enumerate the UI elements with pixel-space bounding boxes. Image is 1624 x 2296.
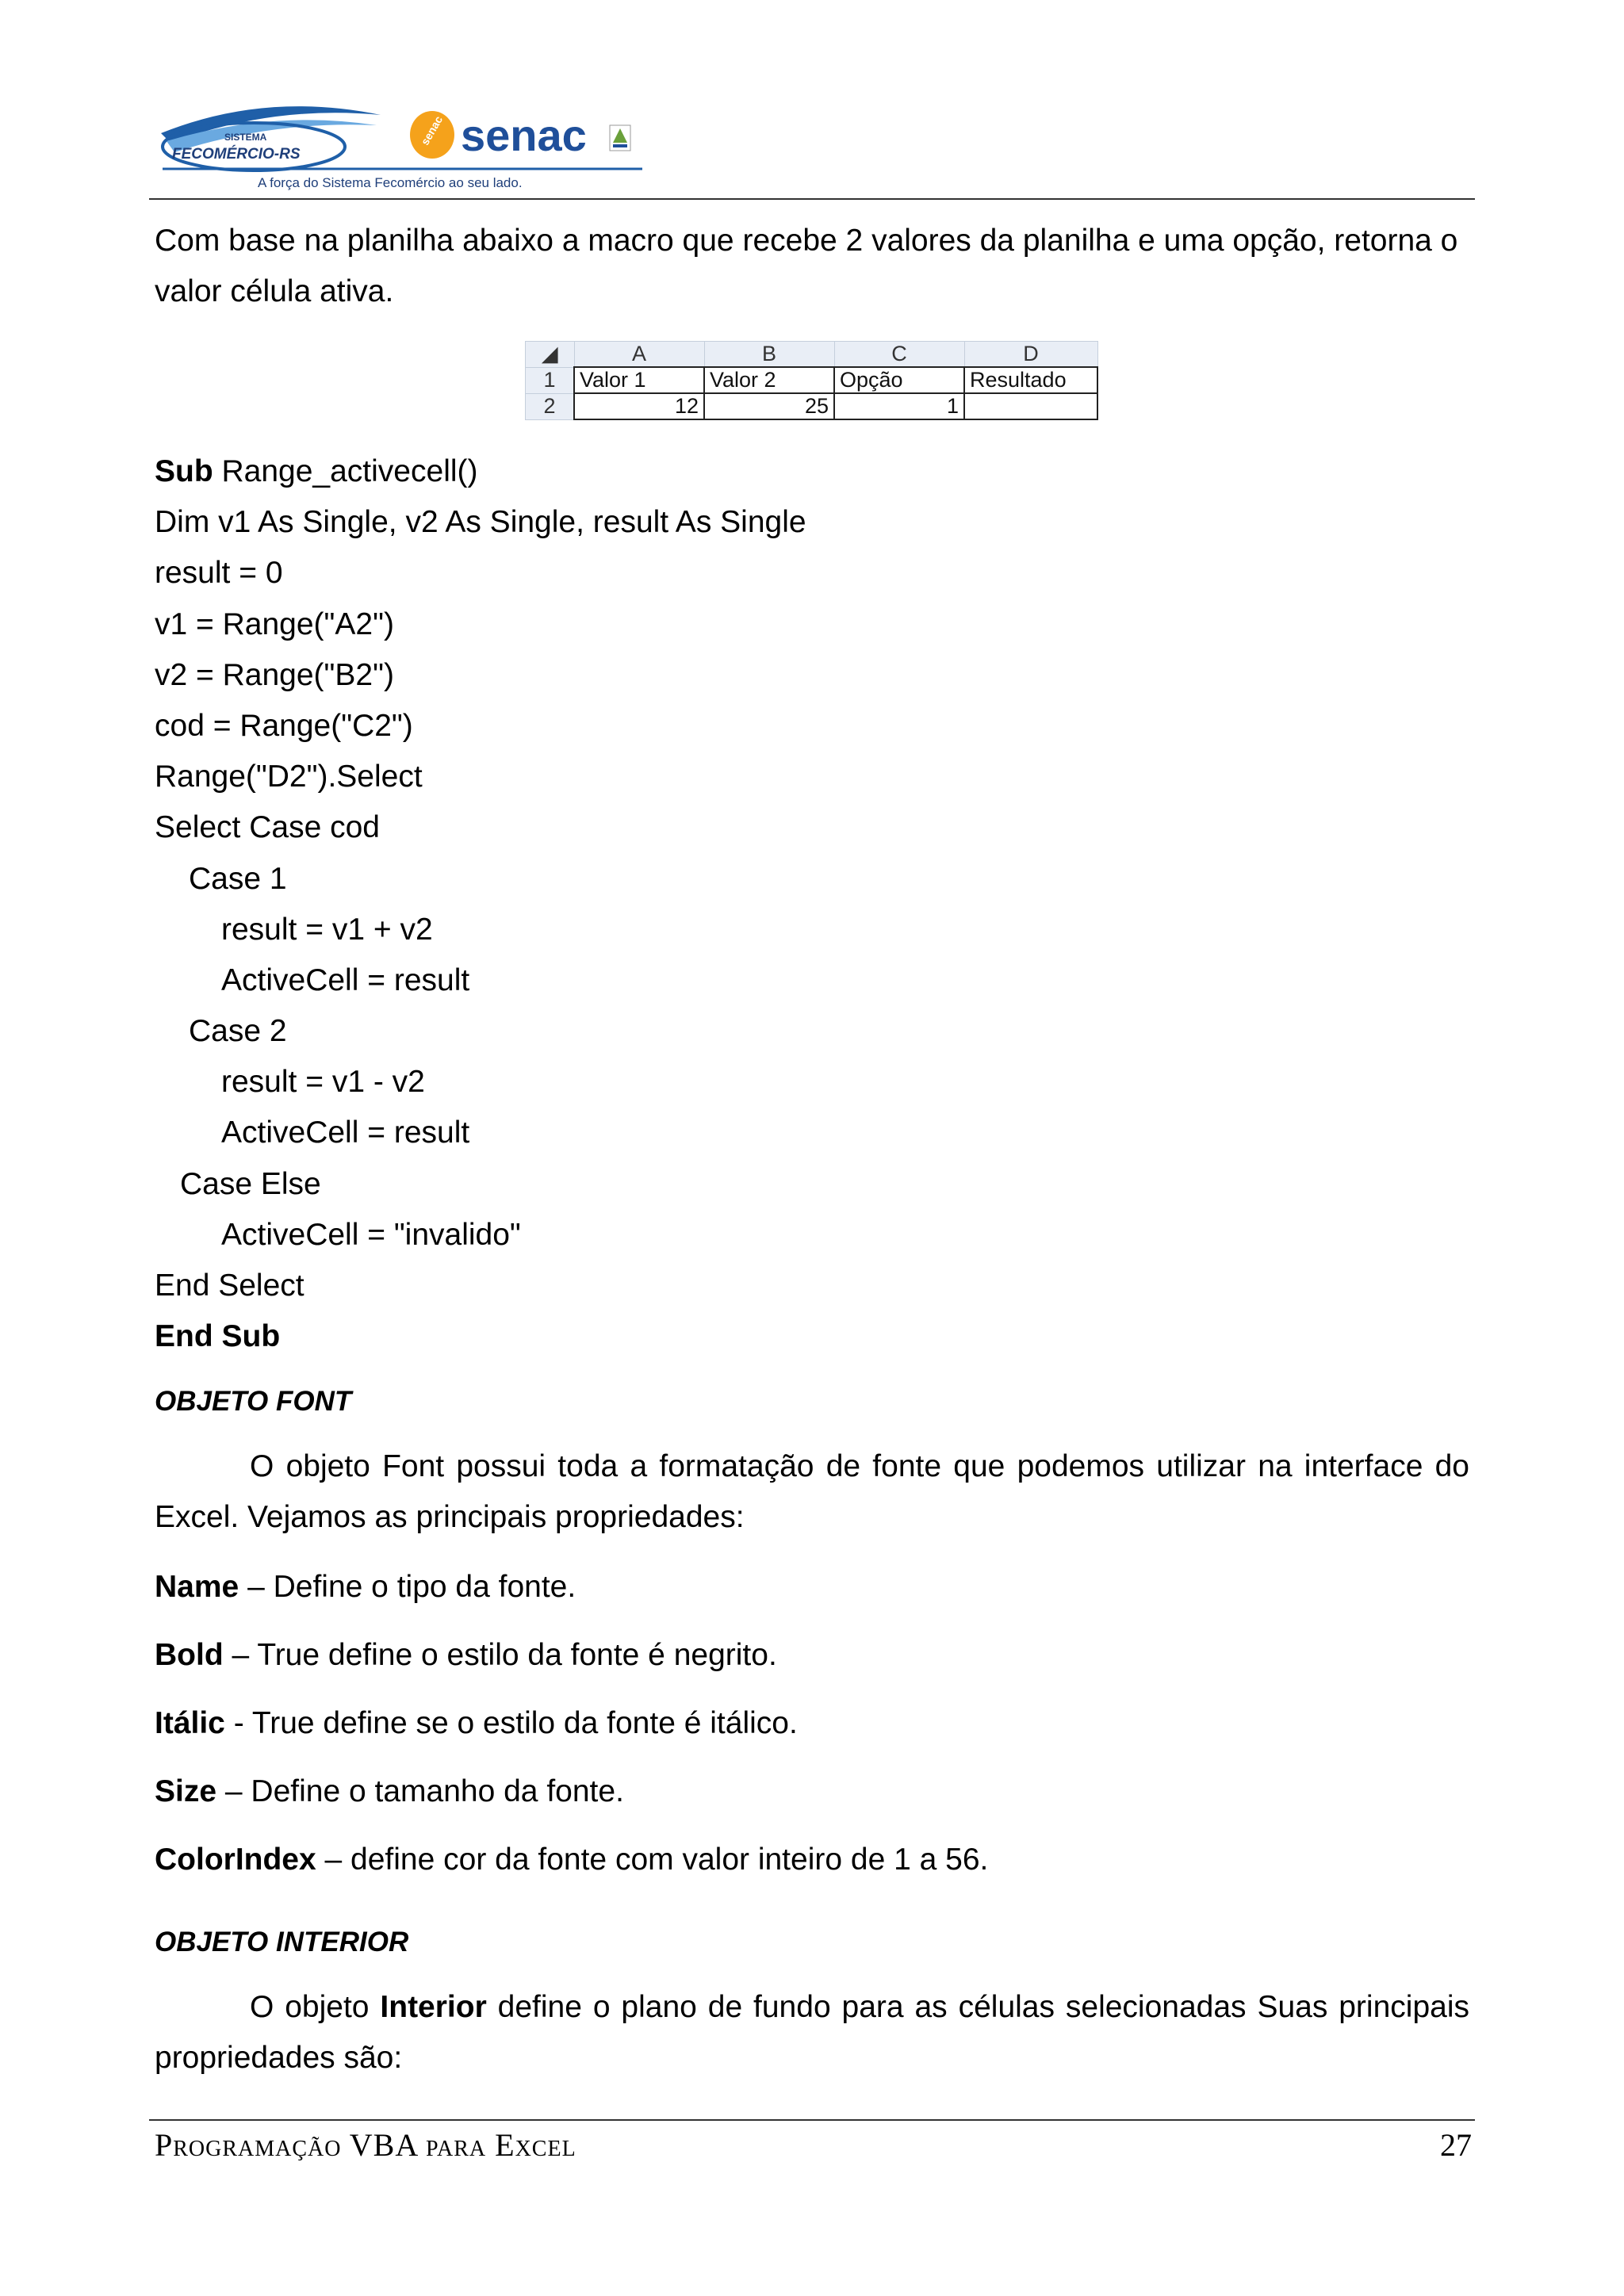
code-line: cod = Range("C2"): [155, 708, 413, 743]
section-heading-interior: OBJETO INTERIOR: [155, 1927, 409, 1957]
property-size: Size – Define o tamanho da fonte.: [155, 1774, 624, 1808]
code-line: Range("D2").Select: [155, 760, 423, 794]
code-line: Case 2: [189, 1014, 287, 1049]
column-header: B: [704, 342, 834, 368]
table-row: [526, 367, 1098, 393]
column-header-row: [526, 342, 1098, 368]
header-logo: [155, 95, 646, 194]
code-line: Case 1: [189, 861, 287, 896]
cell: Valor 1: [574, 367, 704, 393]
code-line: Select Case cod: [155, 810, 380, 845]
footer-title: Programação VBA para Excel: [155, 2127, 576, 2163]
column-header: C: [834, 342, 964, 368]
code-listing: [155, 446, 1423, 1362]
code-line: result = v1 - v2: [221, 1065, 425, 1100]
interior-paragraph: O objeto Interior define o plano de fundo para as células selecionadas Suas principais propriedades são:: [155, 1990, 1469, 2075]
page-number: 27: [1440, 2127, 1472, 2163]
table-row: [526, 393, 1098, 419]
cell: Valor 2: [704, 367, 834, 393]
cell: [964, 393, 1097, 419]
section-heading-font: OBJETO FONT: [155, 1386, 352, 1417]
svg-text:SISTEMA: SISTEMA: [224, 132, 267, 143]
font-paragraph: O objeto Font possui toda a formatação de fonte que podemos utilizar na interface do Excel. Vejamos as principais propriedades:: [155, 1449, 1469, 1534]
row-header: 1: [526, 367, 575, 393]
cell: 25: [704, 393, 834, 419]
svg-text:FECOMÉRCIO-RS: FECOMÉRCIO-RS: [172, 146, 301, 163]
select-all-corner: ◢: [526, 342, 575, 368]
property-colorindex: ColorIndex – define cor da fonte com valor inteiro de 1 a 56.: [155, 1843, 989, 1877]
spreadsheet-table: [525, 341, 1098, 420]
property-bold: Bold – True define o estilo da fonte é negrito.: [155, 1638, 777, 1672]
svg-text:senac: senac: [418, 113, 446, 147]
code-line: ActiveCell = "invalido": [221, 1217, 521, 1252]
cell: 12: [574, 393, 704, 419]
code-line: v2 = Range("B2"): [155, 657, 394, 692]
header-divider: [149, 198, 1475, 200]
cell: Resultado: [964, 367, 1097, 393]
code-line: ActiveCell = result: [221, 962, 470, 997]
property-name: Name – Define o tipo da fonte.: [155, 1570, 576, 1604]
svg-text:senac: senac: [461, 110, 587, 160]
code-line: ActiveCell = result: [221, 1115, 470, 1150]
row-header: 2: [526, 393, 575, 419]
column-header: D: [964, 342, 1097, 368]
code-line: Case Else: [180, 1166, 321, 1201]
code-line: v1 = Range("A2"): [155, 607, 394, 641]
intro-paragraph: Com base na planilha abaixo a macro que recebe 2 valores da planilha e uma opção, retorna o valor célula ativa.: [155, 224, 1458, 308]
code-line: End Select: [155, 1269, 304, 1303]
cell: Opção: [834, 367, 964, 393]
cell: 1: [834, 393, 964, 419]
footer-divider: [149, 2119, 1475, 2121]
senac-logo: [410, 110, 630, 160]
code-line: result = 0: [155, 556, 283, 591]
fecomercio-logo: [161, 106, 381, 170]
code-line: End Sub: [155, 1319, 281, 1354]
property-italic: Itálic - True define se o estilo da fonte é itálico.: [155, 1706, 798, 1740]
tagline: A força do Sistema Fecomércio ao seu lado.: [258, 175, 523, 190]
code-line: result = v1 + v2: [221, 912, 433, 947]
code-line: Sub Range_activecell(): [155, 454, 478, 488]
code-line: Dim v1 As Single, v2 As Single, result As Single: [155, 505, 806, 540]
keyword: Sub: [155, 454, 213, 488]
column-header: A: [574, 342, 704, 368]
